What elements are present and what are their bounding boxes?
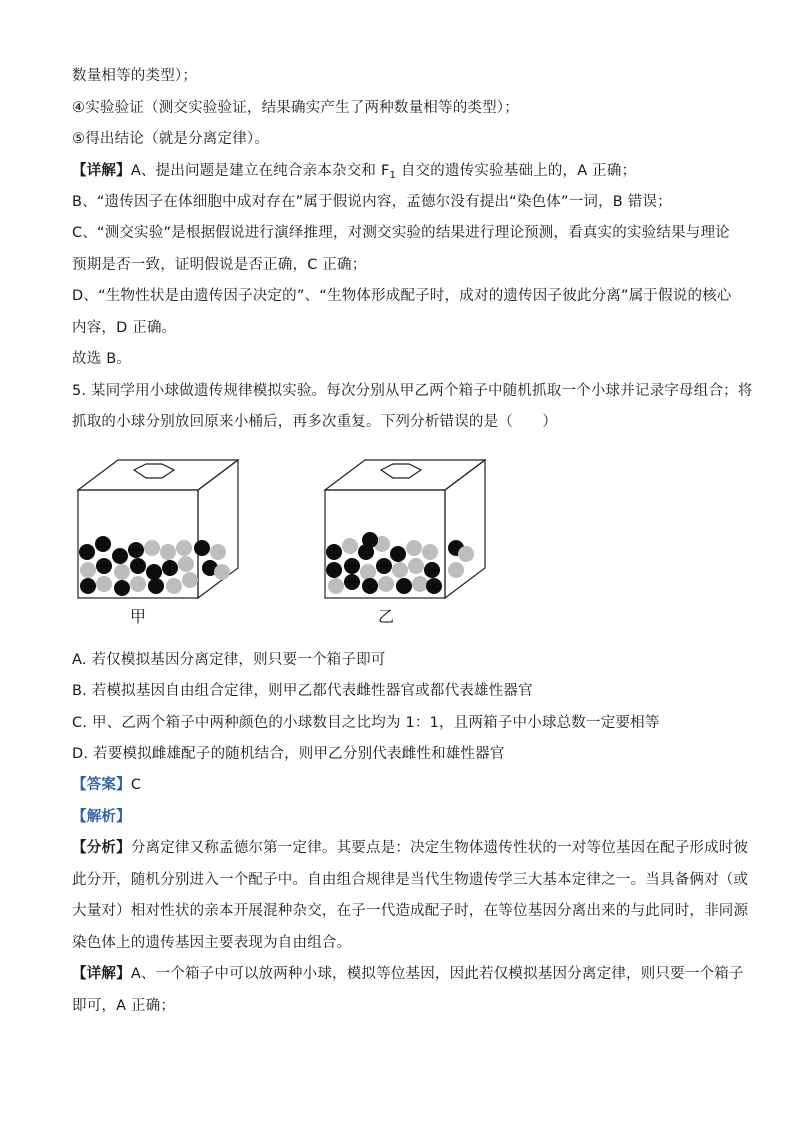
analysis-sub-tag: 【分析】 bbox=[72, 840, 131, 856]
grey-ball bbox=[176, 540, 192, 556]
detail-line bbox=[72, 964, 744, 984]
text-line: 数量相等的类型）； bbox=[72, 68, 198, 84]
analysis-line: 此分开，随机分别进入一个配子中。自由组合规律是当代生物遗传学三大基本定律之一。当具备俩对（或 bbox=[72, 872, 749, 888]
black-ball bbox=[146, 564, 162, 580]
black-ball bbox=[396, 578, 412, 594]
box-label-yi: 乙 bbox=[378, 607, 395, 626]
subscript: 1 bbox=[389, 170, 397, 181]
grey-ball bbox=[458, 546, 474, 562]
grey-ball bbox=[210, 544, 226, 560]
grey-ball bbox=[412, 576, 428, 592]
black-ball bbox=[148, 578, 164, 594]
black-ball bbox=[426, 578, 442, 594]
analysis-line bbox=[72, 838, 749, 858]
black-ball bbox=[376, 558, 392, 574]
option-d: D. 若要模拟雌雄配子的随机结合，则甲乙分别代表雌性和雄性器官 bbox=[72, 746, 505, 762]
answer-value: C bbox=[130, 777, 142, 793]
explanation-line-a bbox=[72, 161, 732, 186]
black-ball bbox=[326, 562, 342, 578]
black-ball bbox=[128, 542, 144, 558]
answer-line bbox=[72, 775, 732, 795]
black-ball bbox=[326, 544, 342, 560]
detail-tag: 【详解】 bbox=[72, 966, 131, 982]
grey-ball bbox=[448, 562, 464, 578]
detail-tag: 【详解】 bbox=[72, 163, 131, 179]
conclusion-line: 故选 B。 bbox=[72, 351, 132, 367]
grey-ball bbox=[144, 540, 160, 556]
black-ball bbox=[362, 578, 378, 594]
option-c: C. 甲、乙两个箱子中两种颜色的小球数目之比均为 1：1，且两箱子中小球总数一定要相等 bbox=[72, 715, 660, 731]
black-ball bbox=[424, 562, 440, 578]
question-stem: 抓取的小球分别放回原来小桶后，再多次重复。下列分析错误的是（ ） bbox=[72, 414, 558, 430]
text-line: ④实验验证（测交实验验证，结果确实产生了两种数量相等的类型）； bbox=[72, 100, 519, 116]
grey-ball bbox=[342, 538, 358, 554]
text-line: 预期是否一致，证明假说是否正确，C 正确； bbox=[72, 257, 367, 273]
balls-jia bbox=[79, 536, 230, 596]
black-ball bbox=[362, 532, 378, 548]
grey-ball bbox=[130, 576, 146, 592]
text-segment: A、一个箱子中可以放两种小球，模拟等位基因，因此若仅模拟基因分离定律，则只要一个箱子 bbox=[130, 966, 744, 982]
black-ball bbox=[80, 578, 96, 594]
grey-ball bbox=[408, 558, 424, 574]
grey-ball bbox=[178, 556, 194, 572]
black-ball bbox=[114, 580, 130, 596]
black-ball bbox=[390, 546, 406, 562]
grey-ball bbox=[422, 544, 438, 560]
text-line: ⑤得出结论（就是分离定律）。 bbox=[72, 131, 270, 147]
text-segment: 自交的遗传实验基础上的，A 正确； bbox=[396, 163, 637, 179]
black-ball bbox=[162, 560, 178, 576]
grey-ball bbox=[96, 576, 112, 592]
question-stem: 5. 某同学用小球做遗传规律模拟实验。每次分别从甲乙两个箱子中随机抓取一个小球并记录字母组合；将 bbox=[72, 383, 753, 399]
detail-line: 即可，A 正确； bbox=[72, 998, 176, 1014]
text-segment: A、提出问题是建立在纯合亲本杂交和 F bbox=[130, 163, 390, 179]
black-ball bbox=[112, 548, 128, 564]
analysis-heading bbox=[72, 807, 732, 827]
grey-ball bbox=[80, 562, 96, 578]
grey-ball bbox=[114, 564, 130, 580]
grey-ball bbox=[406, 540, 422, 556]
black-ball bbox=[130, 558, 146, 574]
text-line: 内容，D 正确。 bbox=[72, 320, 177, 336]
analysis-line: 染色体上的遗传基因主要表现为自由组合。 bbox=[72, 935, 352, 951]
black-ball bbox=[79, 544, 95, 560]
grey-ball bbox=[214, 564, 230, 580]
balls-yi bbox=[326, 532, 474, 594]
option-a: A. 若仅模拟基因分离定律，则只要一个箱子即可 bbox=[72, 652, 386, 668]
explanation-line-c: C、“测交实验”是根据假说进行演绎推理，对测交实验的结果进行理论预测，看真实的实验结果与理论 bbox=[72, 225, 730, 241]
ball-box-figure bbox=[70, 452, 490, 632]
black-ball bbox=[95, 536, 111, 552]
box-label-jia: 甲 bbox=[130, 607, 147, 626]
grey-ball bbox=[160, 544, 176, 560]
black-ball bbox=[96, 558, 112, 574]
grey-ball bbox=[360, 564, 376, 580]
option-b: B. 若模拟基因自由组合定律，则甲乙都代表雌性器官或都代表雄性器官 bbox=[72, 683, 533, 699]
analysis-tag: 【解析】 bbox=[72, 809, 131, 825]
text-segment: 分离定律又称孟德尔第一定律。其要点是：决定生物体遗传性状的一对等位基因在配子形成时彼 bbox=[130, 840, 749, 856]
answer-tag: 【答案】 bbox=[72, 777, 131, 793]
black-ball bbox=[344, 574, 360, 590]
grey-ball bbox=[182, 572, 198, 588]
grey-ball bbox=[378, 576, 394, 592]
black-ball bbox=[344, 558, 360, 574]
grey-ball bbox=[166, 578, 182, 594]
black-ball bbox=[194, 540, 210, 556]
analysis-line: 大量对）相对性状的亲本开展混种杂交，在子一代造成配子时，在等位基因分离出来的与此同时，非同源 bbox=[72, 903, 749, 919]
explanation-line-b: B、“遗传因子在体细胞中成对存在”属于假说内容，孟德尔没有提出“染色体”一词，B 错误； bbox=[72, 194, 672, 210]
grey-ball bbox=[328, 578, 344, 594]
explanation-line-d: D、“生物性状是由遗传因子决定的”、“生物体形成配子时，成对的遗传因子彼此分离”属于假说的核心 bbox=[72, 288, 732, 304]
grey-ball bbox=[392, 562, 408, 578]
